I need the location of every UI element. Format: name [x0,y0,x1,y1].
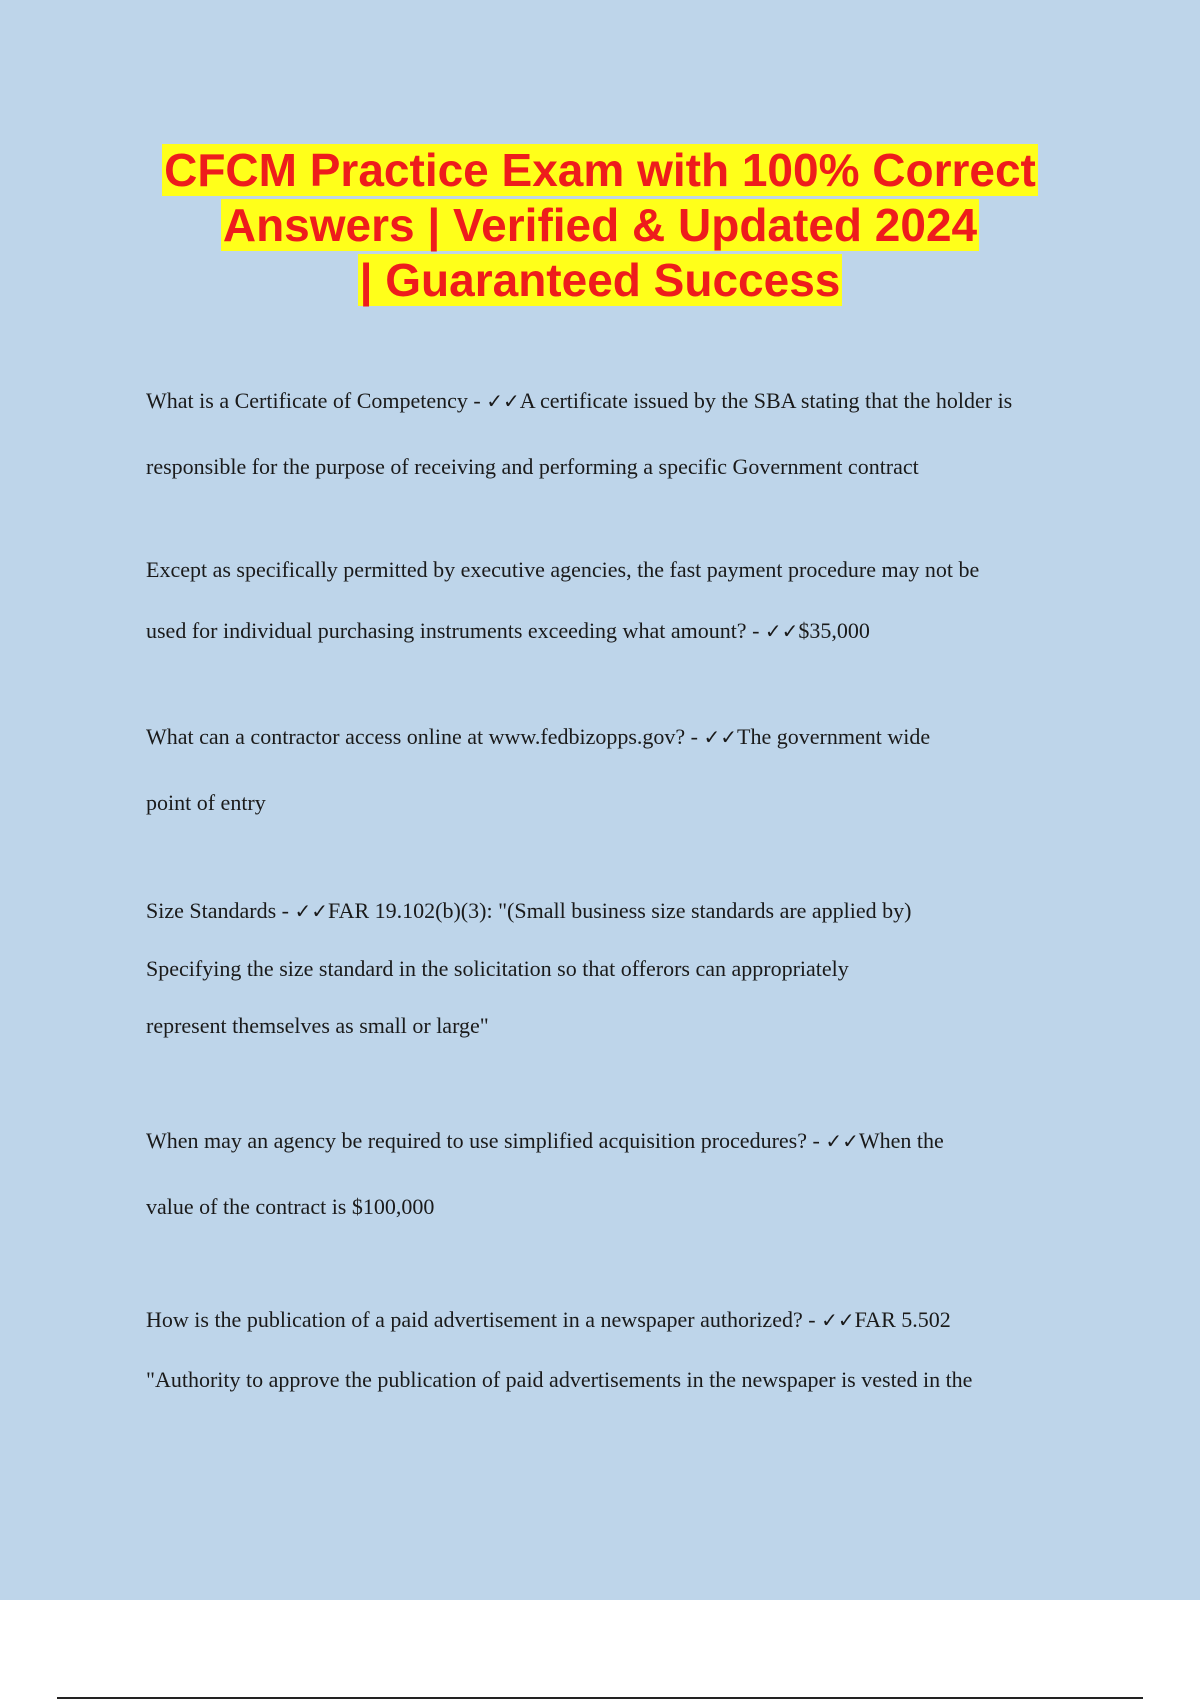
answer-text: $35,000 [798,618,870,643]
question-answer-item [146,704,1086,835]
question-answer-item [146,1108,1086,1240]
checkmark-icon: ✓✓ [294,899,328,923]
checkmark-icon: ✓✓ [821,1308,855,1332]
question-text: When may an agency be required to use simplified acquisition procedures? - [146,1128,826,1153]
title-line: Answers | Verified & Updated 2024 [222,199,978,251]
answer-text: FAR 5.502 [854,1307,951,1332]
footer-divider [57,1697,1143,1699]
checkmark-icon: ✓✓ [486,389,520,413]
checkmark-icon: ✓✓ [703,725,738,749]
text-line [146,1108,1086,1174]
text-line: represent themselves as small or large" [146,1013,489,1038]
answer-text: FAR 19.102(b)(3): "(Small business size standards are applied by) [327,898,912,923]
text-line [146,368,1086,434]
question-text: How is the publication of a paid advertisement in a newspaper authorized? - [146,1307,822,1332]
text-line [146,882,1086,940]
question-text: What is a Certificate of Competency - [146,388,487,413]
text-line: value of the contract is $100,000 [146,1194,435,1219]
text-line: responsible for the purpose of receiving and performing a specific Government contract [146,454,919,479]
question-answer-item [146,368,1086,500]
answer-text: When the [858,1128,944,1153]
text-line: Specifying the size standard in the solicitation so that offerors can appropriately [146,956,849,981]
question-answer-item [146,1290,1086,1409]
title-line: CFCM Practice Exam with 100% Correct [164,144,1036,196]
question-text: Size Standards - [146,898,295,923]
checkmark-icon: ✓✓ [825,1129,859,1153]
answer-text: The government wide [737,724,931,749]
text-line: "Authority to approve the publication of paid advertisements in the newspaper is vested in the [146,1367,973,1392]
text-line: Except as specifically permitted by executive agencies, the fast payment procedure may not be [146,557,980,582]
checkmark-icon: ✓✓ [764,619,799,643]
question-answer-item [146,882,1086,1054]
question-text: What can a contractor access online at www.fedbizopps.gov? - [146,724,704,749]
answer-text: A certificate issued by the SBA stating that the holder is [519,388,1013,413]
question-text: used for individual purchasing instruments exceeding what amount? - [146,618,765,643]
text-line [146,1290,1086,1350]
question-answer-item [146,539,1086,662]
text-line [146,600,1086,662]
text-line [146,704,1086,770]
text-line: point of entry [146,790,266,815]
document-title [100,143,1100,308]
title-line: | Guaranteed Success [359,254,841,306]
